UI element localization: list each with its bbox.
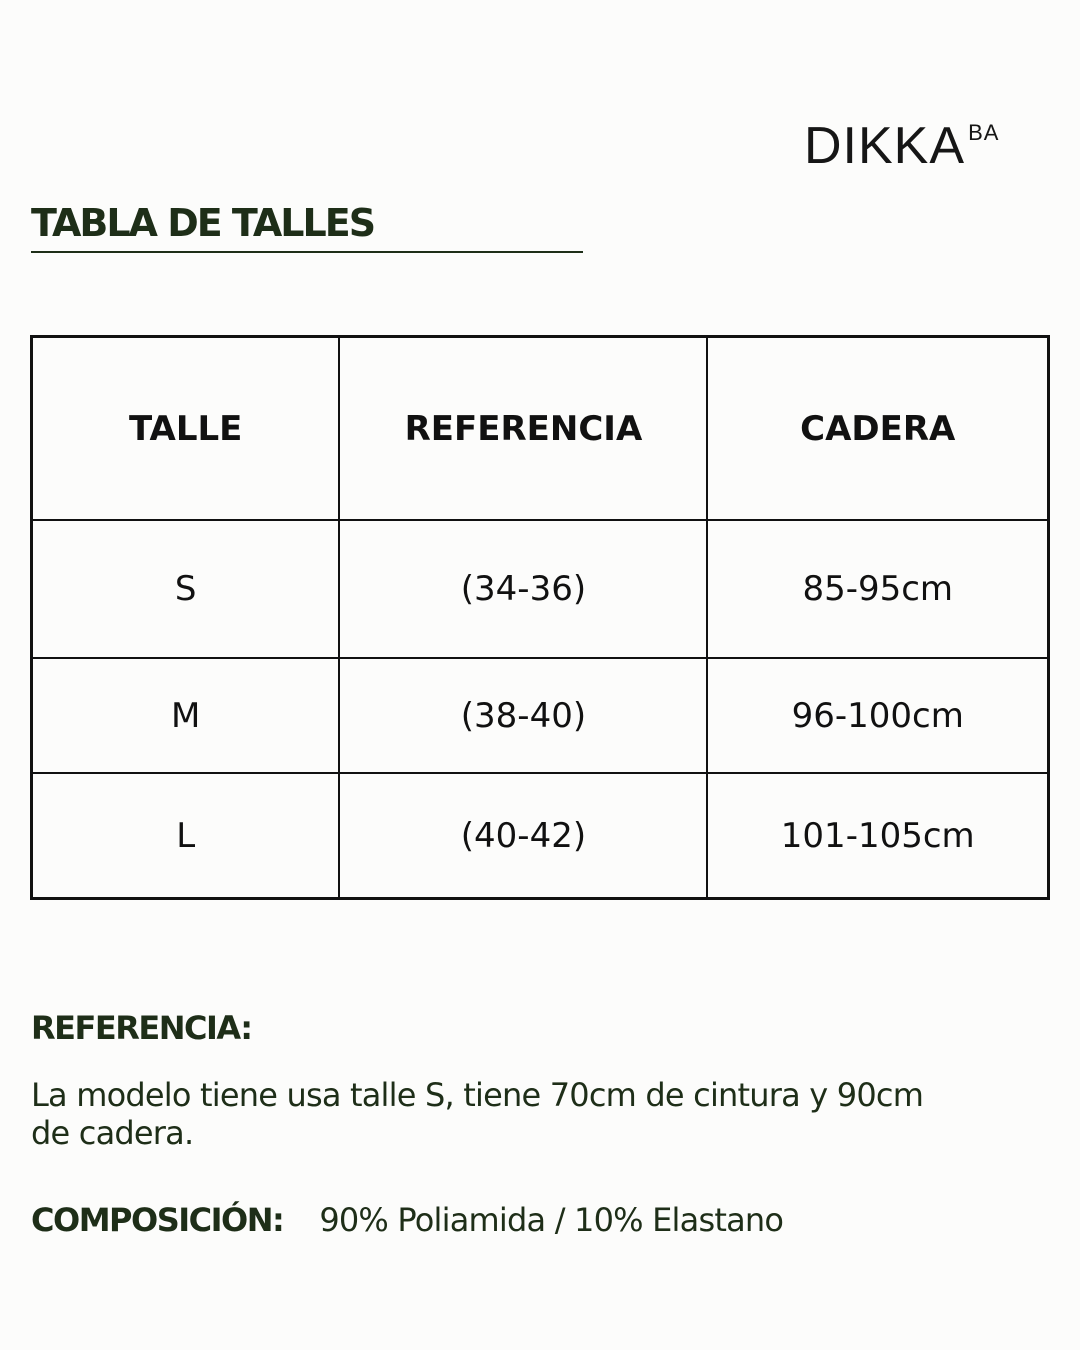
cell-reference: (38-40) [339, 658, 707, 773]
title-underline [31, 251, 583, 253]
reference-text: La modelo tiene usa talle S, tiene 70cm de cintura y 90cm de cadera. [31, 1076, 924, 1152]
cell-reference: (40-42) [339, 773, 707, 899]
page-title: TABLA DE TALLES [31, 201, 375, 245]
cell-size: M [32, 658, 340, 773]
size-table [30, 335, 1050, 900]
brand-name: DIKKA [804, 117, 966, 175]
header-cadera: CADERA [707, 337, 1048, 521]
reference-heading: REFERENCIA: [31, 1009, 252, 1047]
header-talle: TALLE [32, 337, 340, 521]
header-referencia: REFERENCIA [339, 337, 707, 521]
cell-hip: 85-95cm [707, 520, 1048, 658]
table-row [32, 658, 1049, 773]
cell-size: S [32, 520, 340, 658]
brand-logo [804, 118, 999, 174]
composition-row [31, 1198, 783, 1242]
cell-hip: 96-100cm [707, 658, 1048, 773]
table-header-row [32, 337, 1049, 521]
table-row [32, 520, 1049, 658]
cell-reference: (34-36) [339, 520, 707, 658]
composition-value: 90% Poliamida / 10% Elastano [319, 1201, 784, 1239]
cell-size: L [32, 773, 340, 899]
table-row [32, 773, 1049, 899]
composition-label: COMPOSICIÓN: [31, 1201, 284, 1239]
brand-suffix: BA [968, 120, 1000, 145]
cell-hip: 101-105cm [707, 773, 1048, 899]
